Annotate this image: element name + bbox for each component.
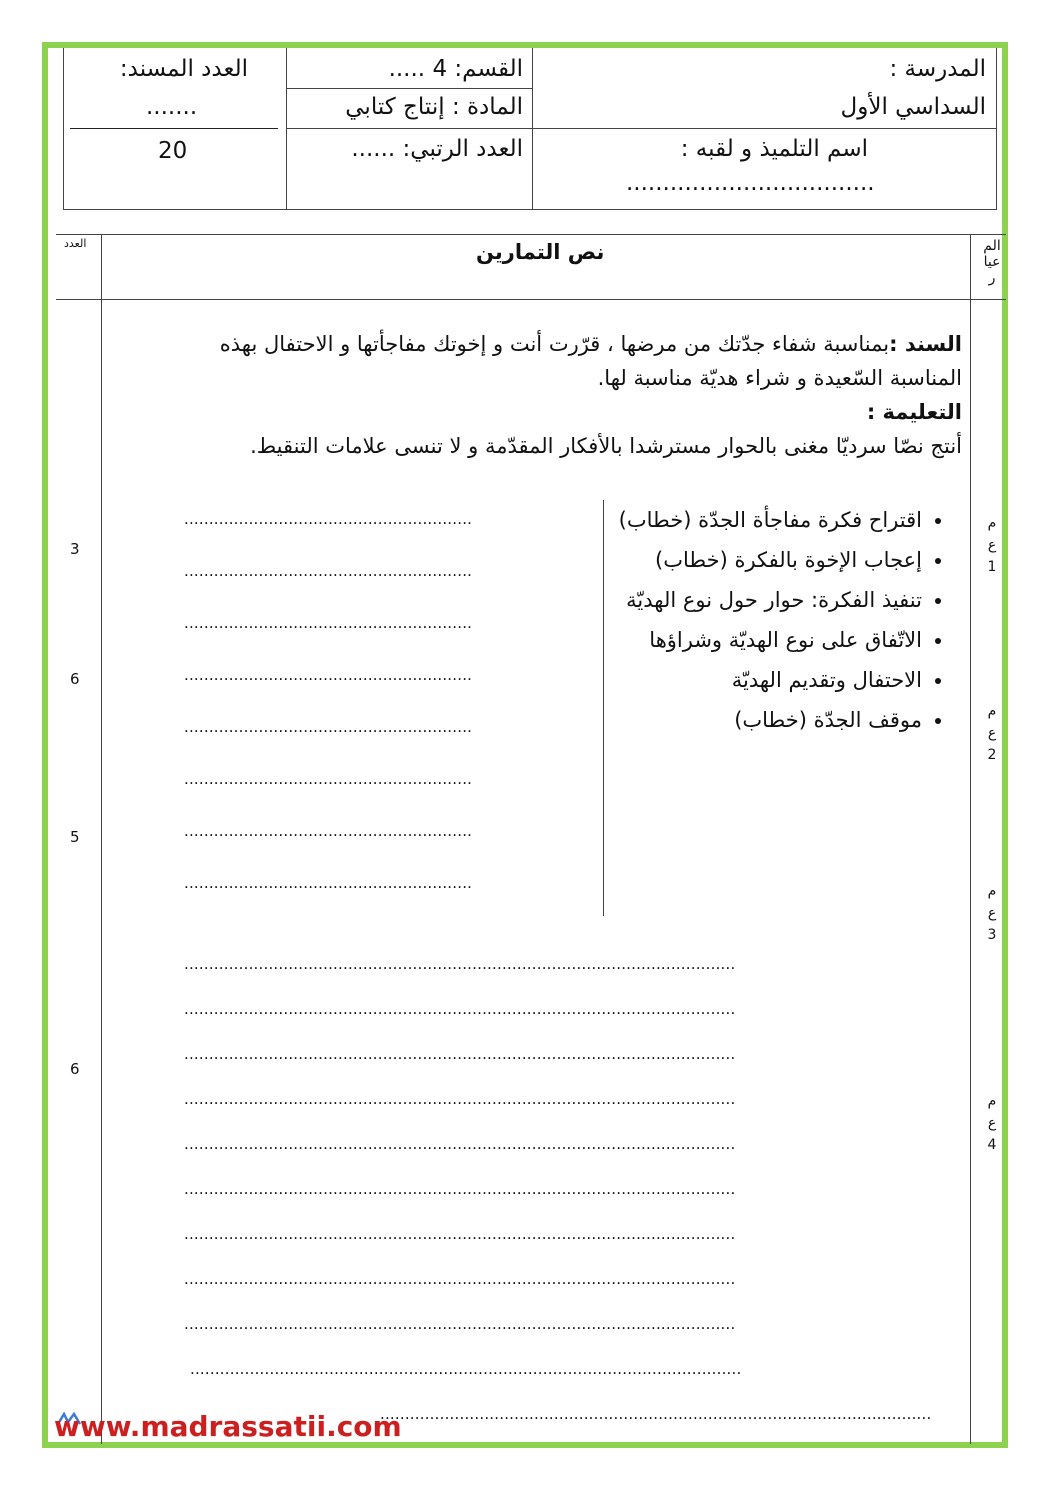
- writing-line[interactable]: ...............................................................................................................: [184, 1225, 736, 1243]
- idea-item: • إعجاب الإخوة بالفكرة (خطاب): [618, 542, 922, 578]
- writing-line[interactable]: ...............................................................................................................: [184, 1135, 736, 1153]
- exercise-column-header: نص التمارين: [476, 240, 605, 264]
- student-name-field[interactable]: ..................................: [626, 170, 875, 196]
- criterion-score: 3: [70, 540, 80, 558]
- criterion-label: م ع 4: [987, 1093, 997, 1153]
- writing-line[interactable]: ...............................................................................................................: [184, 1090, 736, 1108]
- prompt-line-2: المناسبة السّعيدة و شراء هديّة مناسبة لها.: [597, 366, 962, 390]
- school-label: المدرسة :: [889, 56, 986, 82]
- score-column-header: العدد: [64, 237, 87, 250]
- idea-item: • اقتراح فكرة مفاجأة الجدّة (خطاب): [618, 502, 922, 538]
- class-label: القسم: 4 .....: [388, 56, 523, 82]
- writing-line[interactable]: ...............................................................................................................: [190, 1360, 742, 1378]
- criterion-label: م ع 3: [987, 883, 997, 943]
- writing-line[interactable]: ..........................................................: [184, 562, 473, 580]
- subject-label: المادة : إنتاج كتابي: [345, 94, 523, 120]
- criterion-label: م ع 1: [987, 515, 997, 575]
- idea-item: • تنفيذ الفكرة: حوار حول نوع الهديّة: [618, 582, 922, 618]
- writing-line[interactable]: ..........................................................: [184, 614, 473, 632]
- ideas-list: [618, 502, 948, 742]
- idea-item: • الاتّفاق على نوع الهديّة وشراؤها: [618, 622, 922, 658]
- writing-line[interactable]: ..........................................................: [184, 510, 473, 528]
- instruction-text: أنتج نصّا سرديّا مغنى بالحوار مسترشدا بالأفكار المقدّمة و لا تنسى علامات التنقيط.: [250, 434, 962, 458]
- prompt-text-1: بمناسبة شفاء جدّتك من مرضها ، قرّرت أنت و إخوتك مفاجأتها و الاحتفال بهذه: [219, 332, 890, 356]
- writing-line[interactable]: ...............................................................................................................: [184, 955, 736, 973]
- criterion-score: 6: [70, 1060, 80, 1078]
- rank-label: العدد الرتبي: ......: [351, 136, 523, 162]
- website-link[interactable]: www.madrassatii.com: [54, 1410, 402, 1443]
- score-field[interactable]: .......: [146, 94, 198, 120]
- writing-line[interactable]: ..........................................................: [184, 770, 473, 788]
- idea-item: • الاحتفال وتقديم الهديّة: [618, 662, 922, 698]
- writing-line[interactable]: ...............................................................................................................: [380, 1405, 932, 1423]
- writing-line[interactable]: ..........................................................: [184, 666, 473, 684]
- writing-line[interactable]: ...............................................................................................................: [184, 1270, 736, 1288]
- criterion-score: 6: [70, 670, 80, 688]
- criterion-score: 5: [70, 828, 80, 846]
- prompt-label: السند :: [889, 332, 962, 356]
- writing-line[interactable]: ...............................................................................................................: [184, 1045, 736, 1063]
- prompt-line-1: [220, 332, 962, 356]
- writing-line[interactable]: ..........................................................: [184, 822, 473, 840]
- score-total: 20: [158, 138, 188, 164]
- criteria-column-header: الم عيا ر: [983, 238, 1001, 286]
- student-name-label: اسم التلميذ و لقبه :: [680, 136, 868, 162]
- writing-line[interactable]: ...............................................................................................................: [184, 1000, 736, 1018]
- semester-label: السداسي الأول: [840, 94, 986, 120]
- criterion-label: م ع 2: [987, 703, 997, 763]
- instruction-label: التعليمة :: [866, 400, 962, 424]
- writing-line[interactable]: ..........................................................: [184, 718, 473, 736]
- score-label: العدد المسند:: [119, 56, 248, 82]
- writing-line[interactable]: ..........................................................: [184, 874, 473, 892]
- writing-line[interactable]: ...............................................................................................................: [184, 1180, 736, 1198]
- idea-item: • موقف الجدّة (خطاب): [618, 702, 922, 738]
- writing-line[interactable]: ...............................................................................................................: [184, 1315, 736, 1333]
